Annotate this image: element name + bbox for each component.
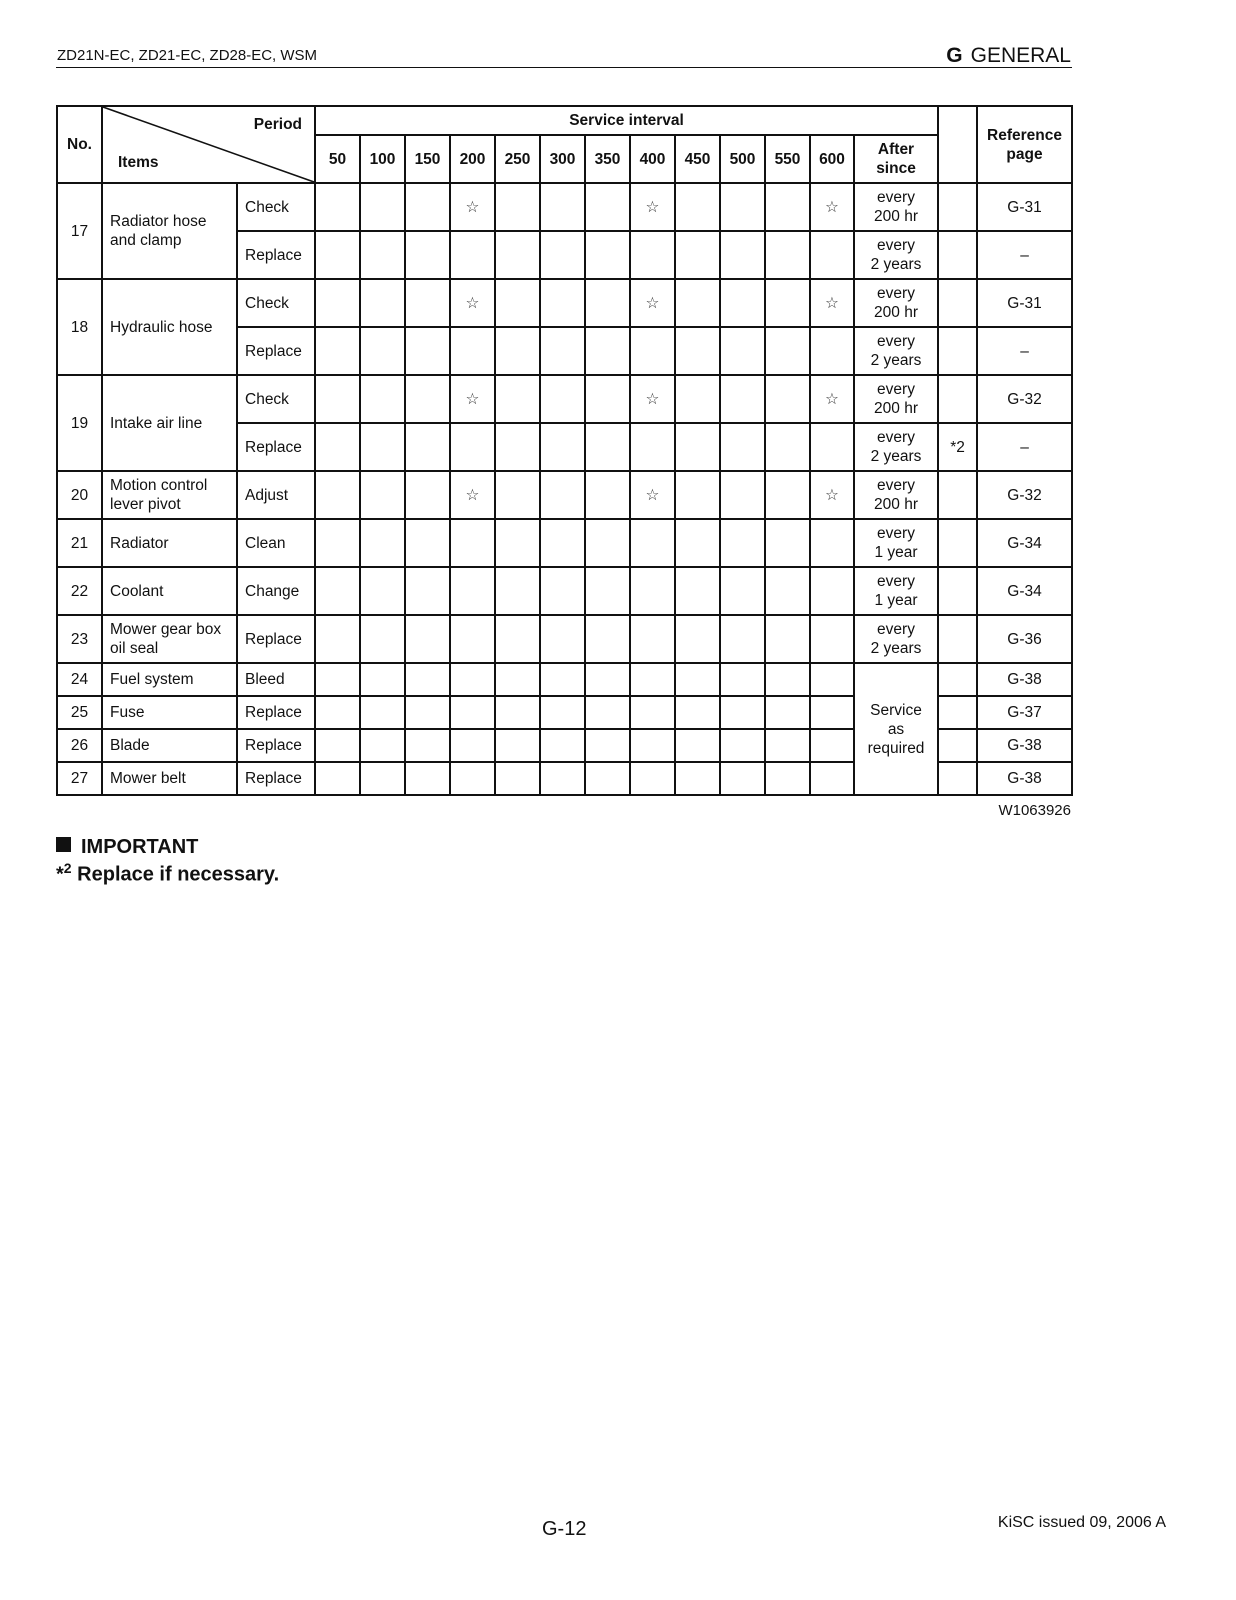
reference-page: G-31	[977, 183, 1072, 231]
maintenance-schedule-table	[56, 105, 1073, 796]
header-interval: 150	[405, 135, 450, 183]
header-interval: 600	[810, 135, 854, 183]
issue-info: KiSC issued 09, 2006 A	[997, 1514, 1166, 1531]
item-name: Coolant	[102, 567, 237, 615]
item-action: Adjust	[237, 471, 315, 519]
item-number: 23	[57, 615, 102, 663]
item-action: Check	[237, 279, 315, 327]
square-bullet-icon	[56, 837, 71, 852]
table-row	[57, 183, 1072, 231]
item-number: 21	[57, 519, 102, 567]
section-letter: G	[946, 44, 963, 67]
header-interval: 400	[630, 135, 675, 183]
header-note-column	[938, 106, 977, 183]
header-interval: 200	[450, 135, 495, 183]
item-name: Mower gear box oil seal	[102, 615, 237, 663]
table-code: W1063926	[998, 802, 1071, 819]
item-name: Motion control lever pivot	[102, 471, 237, 519]
item-action: Replace	[237, 615, 315, 663]
star-icon: ☆	[450, 375, 495, 423]
item-action: Replace	[237, 729, 315, 762]
item-name: Fuse	[102, 696, 237, 729]
important-heading: IMPORTANT	[56, 836, 198, 859]
item-action: Replace	[237, 762, 315, 795]
item-action: Replace	[237, 231, 315, 279]
header-period-items	[102, 106, 315, 183]
reference-page: G-31	[977, 279, 1072, 327]
reference-page: G-38	[977, 663, 1072, 696]
item-action: Check	[237, 375, 315, 423]
header-reference-page: Reference page	[977, 106, 1072, 183]
page-number: G-12	[542, 1518, 587, 1540]
reference-page: –	[977, 423, 1072, 471]
item-action: Replace	[237, 423, 315, 471]
reference-page: G-37	[977, 696, 1072, 729]
table-row	[57, 471, 1072, 519]
item-name: Intake air line	[102, 375, 237, 471]
reference-page: –	[977, 231, 1072, 279]
section-heading	[946, 44, 1071, 68]
item-name: Blade	[102, 729, 237, 762]
header-interval: 450	[675, 135, 720, 183]
star-icon: ☆	[810, 279, 854, 327]
footnote: *$^2$ Replace if necessary.	[56, 860, 280, 886]
item-name: Hydraulic hose	[102, 279, 237, 375]
item-action: Replace	[237, 696, 315, 729]
star-icon: ☆	[450, 279, 495, 327]
star-icon: ☆	[450, 471, 495, 519]
document-title: ZD21N-EC, ZD21-EC, ZD28-EC, WSM	[57, 47, 318, 64]
item-action: Bleed	[237, 663, 315, 696]
item-action: Clean	[237, 519, 315, 567]
reference-page: G-34	[977, 519, 1072, 567]
reference-page: –	[977, 327, 1072, 375]
reference-page: G-34	[977, 567, 1072, 615]
item-number: 17	[57, 183, 102, 279]
after-since: every 200 hr	[854, 375, 938, 423]
star-icon: ☆	[630, 183, 675, 231]
item-number: 22	[57, 567, 102, 615]
item-number: 25	[57, 696, 102, 729]
header-no: No.	[57, 106, 102, 183]
after-since: every 200 hr	[854, 183, 938, 231]
header-rule	[56, 67, 1072, 68]
item-number: 20	[57, 471, 102, 519]
star-icon: ☆	[810, 471, 854, 519]
item-number: 27	[57, 762, 102, 795]
header-period: Period	[253, 116, 302, 133]
header-interval: 550	[765, 135, 810, 183]
header-service-interval: Service interval	[315, 106, 938, 135]
header-interval: 500	[720, 135, 765, 183]
service-as-required: Service as required	[854, 663, 938, 795]
table-row	[57, 519, 1072, 567]
item-name: Radiator hose and clamp	[102, 183, 237, 279]
table-row	[57, 615, 1072, 663]
table-row	[57, 663, 1072, 696]
star-icon: ☆	[630, 471, 675, 519]
header-interval: 100	[360, 135, 405, 183]
after-since: every 1 year	[854, 519, 938, 567]
header-after-since: After since	[854, 135, 938, 183]
section-name: GENERAL	[970, 44, 1071, 67]
star-icon: ☆	[450, 183, 495, 231]
after-since: every 2 years	[854, 615, 938, 663]
reference-page: G-38	[977, 729, 1072, 762]
table-row	[57, 375, 1072, 423]
star-icon: ☆	[630, 279, 675, 327]
item-number: 24	[57, 663, 102, 696]
table-row	[57, 279, 1072, 327]
reference-page: G-36	[977, 615, 1072, 663]
star-icon: ☆	[810, 183, 854, 231]
after-since: every 2 years	[854, 327, 938, 375]
after-since: every 2 years	[854, 231, 938, 279]
after-since: every 2 years	[854, 423, 938, 471]
header-interval: 350	[585, 135, 630, 183]
item-number: 19	[57, 375, 102, 471]
star-icon: ☆	[810, 375, 854, 423]
after-since: every 200 hr	[854, 279, 938, 327]
item-action: Replace	[237, 327, 315, 375]
after-since: every 200 hr	[854, 471, 938, 519]
header-interval: 50	[315, 135, 360, 183]
item-number: 26	[57, 729, 102, 762]
reference-page: G-32	[977, 375, 1072, 423]
table-row	[57, 567, 1072, 615]
item-number: 18	[57, 279, 102, 375]
after-since: every 1 year	[854, 567, 938, 615]
item-name: Fuel system	[102, 663, 237, 696]
item-name: Mower belt	[102, 762, 237, 795]
header-interval: 300	[540, 135, 585, 183]
item-name: Radiator	[102, 519, 237, 567]
item-action: Check	[237, 183, 315, 231]
footnote-marker: *2	[938, 423, 977, 471]
star-icon: ☆	[630, 375, 675, 423]
header-interval: 250	[495, 135, 540, 183]
reference-page: G-38	[977, 762, 1072, 795]
header-items: Items	[118, 154, 159, 171]
reference-page: G-32	[977, 471, 1072, 519]
item-action: Change	[237, 567, 315, 615]
